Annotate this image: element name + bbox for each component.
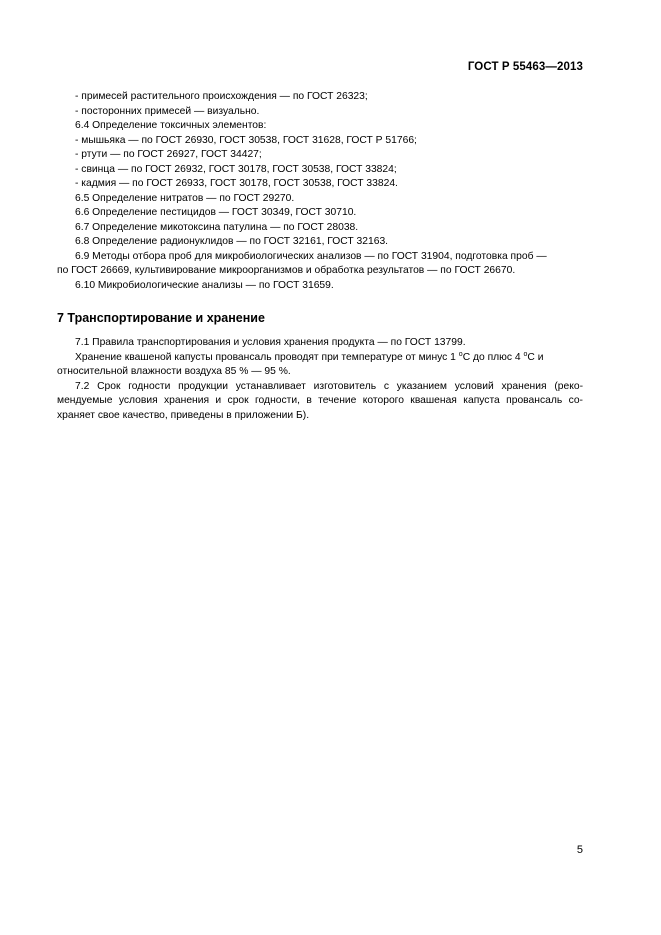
document-number-header: ГОСТ Р 55463—2013 (467, 61, 583, 73)
storage-text-c: С и (527, 351, 544, 363)
paragraph-7-2-line-3: храняет свое качество, приведены в приложении Б). (57, 409, 310, 421)
paragraph-6-9 (57, 250, 583, 279)
degree-mark-2: о (523, 350, 528, 358)
storage-text-b: С до плюс 4 (462, 351, 521, 363)
storage-text-a: Хранение квашеной капусты провансаль проводят при температуре от минус 1 (75, 351, 456, 363)
list-line: 6.5 Определение нитратов — по ГОСТ 29270. (75, 192, 295, 204)
list-line: 6.4 Определение токсичных элементов: (75, 120, 267, 131)
list-line: 6.7 Определение микотоксина патулина — по ГОСТ 28038. (75, 221, 359, 233)
list-line: - мышьяка — по ГОСТ 26930, ГОСТ 30538, ГОСТ 31628, ГОСТ Р 51766; (75, 134, 417, 146)
paragraph-7-2-line-1: 7.2 Срок годности продукции устанавливает изготовитель с указанием условий хранения (реко- (75, 380, 583, 392)
section-6-list (75, 90, 583, 250)
list-line: - кадмия — по ГОСТ 26933, ГОСТ 30178, ГОСТ 30538, ГОСТ 33824. (75, 178, 398, 189)
paragraph-6-9-line-1 (75, 250, 583, 265)
degree-mark-1: о (458, 350, 463, 358)
list-line: - ртути — по ГОСТ 26927, ГОСТ 34427; (75, 149, 262, 160)
paragraph-6-10: 6.10 Микробиологические анализы — по ГОСТ 31659. (75, 279, 334, 291)
paragraph-6-9-text-1: 6.9 Методы отбора проб для микробиологических анализов — по ГОСТ 31904, подготовка проб — (75, 250, 547, 262)
section-7-heading: 7 Транспортирование и хранение (57, 311, 265, 325)
page-body (57, 90, 583, 423)
list-line: 6.6 Определение пестицидов — ГОСТ 30349, ГОСТ 30710. (75, 207, 357, 218)
paragraph-7-2-line-2: мендуемые условия хранения и срок годности, в течение которого квашеная капуста провансаль со- (57, 395, 583, 406)
page-number: 5 (576, 844, 583, 856)
list-line: - посторонних примесей — визуально. (75, 105, 260, 117)
paragraph-7-1: 7.1 Правила транспортирования и условия хранения продукта — по ГОСТ 13799. (75, 337, 466, 348)
paragraph-storage-line-2: относительной влажности воздуха 85 % — 95 %. (57, 366, 291, 377)
paragraph-storage-line-1 (75, 351, 583, 366)
list-line: - свинца — по ГОСТ 26932, ГОСТ 30178, ГОСТ 30538, ГОСТ 33824; (75, 163, 397, 175)
list-line: - примесей растительного происхождения — по ГОСТ 26323; (75, 91, 368, 102)
paragraph-6-9-line-2: по ГОСТ 26669, культивирование микроорганизмов и обработка результатов — по ГОСТ 26670. (57, 265, 516, 276)
list-line: 6.8 Определение радионуклидов — по ГОСТ 32161, ГОСТ 32163. (75, 236, 389, 247)
